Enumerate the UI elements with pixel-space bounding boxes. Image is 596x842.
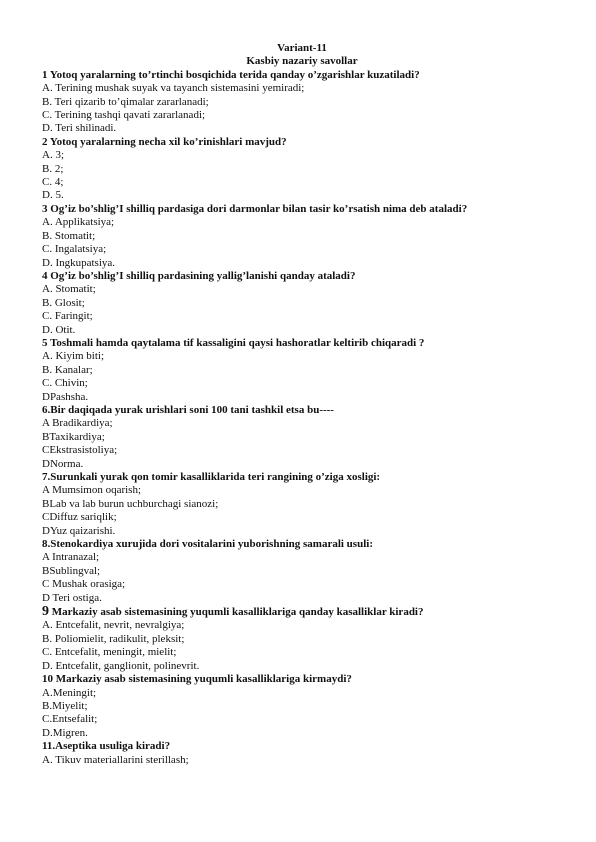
answer-option: C. 4; — [42, 176, 64, 189]
question-heading — [42, 203, 562, 216]
answer-option: D. Entcefalit, ganglionit, polinevrit. — [42, 659, 200, 672]
question-block — [42, 605, 562, 673]
question-heading — [42, 538, 562, 551]
answer-option: A. 3; — [42, 149, 64, 162]
answer-option: A.Meningit; — [42, 686, 97, 699]
question-heading — [42, 270, 562, 283]
question-text: Og’iz bo’shlig’I shilliq pardasiga dori darmonlar bilan tasir ko’rsatish nima deb ataladi? — [50, 202, 468, 215]
question-heading — [42, 337, 562, 350]
answer-option: D. 5. — [42, 189, 64, 202]
answer-option: C. Chivin; — [42, 377, 88, 390]
question-text: Toshmali hamda qaytalama tif kassaligini qaysi hashoratlar keltirib chiqaradi ? — [50, 336, 425, 349]
answer-option: DNorma. — [42, 457, 84, 470]
answer-option: C. Ingalatsiya; — [42, 243, 107, 256]
answer-option: D Teri ostiga. — [42, 591, 102, 604]
question-block — [42, 538, 562, 605]
answer-option: D. Teri shilinadi. — [42, 122, 117, 135]
answer-option: A. Entcefalit, nevrit, nevralgiya; — [42, 619, 185, 632]
question-text: Stenokardiya xurujida dori vositalarini yuborishning samarali usuli: — [50, 538, 373, 551]
answer-option: C. Entcefalit, meningit, mielit; — [42, 646, 177, 659]
question-block — [42, 404, 562, 471]
answer-option: BLab va lab burun uchburchagi sianozi; — [42, 497, 219, 510]
question-number: 6. — [42, 403, 51, 416]
answer-option: D. Otit. — [42, 323, 76, 336]
question-number: 8. — [42, 538, 51, 551]
question-block — [42, 270, 562, 337]
question-number: 9 — [42, 604, 49, 620]
answer-option: A. Kiyim biti; — [42, 350, 105, 363]
question-number: 4 — [42, 269, 48, 282]
answer-option: B. 2; — [42, 162, 64, 175]
answer-option: BSublingval; — [42, 564, 101, 577]
question-block — [42, 471, 562, 538]
answer-option: D.Migren. — [42, 726, 88, 739]
question-number: 3 — [42, 202, 48, 215]
question-number: 10 — [42, 673, 53, 686]
question-text: Yotoq yaralarning necha xil ko’rinishlari mavjud? — [49, 135, 287, 148]
answer-option: DPashsha. — [42, 390, 89, 403]
question-block — [42, 337, 562, 404]
question-number: 7. — [42, 471, 51, 483]
question-text: Surunkali yurak qon tomir kasalliklarida teri rangining o’ziga xosligi: — [50, 471, 381, 483]
answer-option: B. Stomatit; — [42, 229, 96, 242]
answer-option: D. Ingkupatsiya. — [42, 256, 116, 269]
question-text: Og’iz bo’shlig’I shilliq pardasining yallig’lanishi qanday ataladi? — [50, 269, 356, 282]
answer-option: C. Faringit; — [42, 310, 93, 323]
question-number: 2 — [42, 135, 48, 148]
answer-option: A Bradikardiya; — [42, 417, 113, 430]
answer-option: A. Applikatsiya; — [42, 216, 115, 229]
answer-option: B. Teri qizarib to’qimalar zararlanadi; — [42, 95, 209, 108]
answer-option: CEkstrasistoliya; — [42, 444, 118, 457]
answer-option: C. Terining tashqi qavati zararlanadi; — [42, 109, 206, 122]
answer-option: CDiffuz sariqlik; — [42, 511, 117, 524]
answer-option: DYuz qaizarishi. — [42, 524, 116, 537]
question-heading — [42, 69, 562, 82]
question-text: Markaziy asab sistemasining yuqumli kasalliklariga qanday kasalliklar kiradi? — [51, 606, 424, 619]
question-list — [42, 69, 562, 767]
question-heading — [42, 740, 562, 753]
answer-option: B. Poliomielit, radikulit, pleksit; — [42, 632, 185, 645]
answer-option: C Mushak orasiga; — [42, 578, 126, 591]
document-page — [42, 42, 562, 767]
answer-option: B. Glosit; — [42, 296, 85, 309]
question-block — [42, 740, 562, 767]
question-text: Aseptika usuliga kiradi? — [55, 740, 171, 753]
answer-option: A. Terining mushak suyak va tayanch sistemasini yemiradi; — [42, 82, 305, 95]
section-subtitle: Kasbiy nazariy savollar — [246, 55, 358, 68]
question-text: Markaziy asab sistemasining yuqumli kasalliklariga kirmaydi? — [55, 673, 352, 686]
answer-option: BTaxikardiya; — [42, 430, 105, 443]
question-number: 5 — [42, 336, 48, 349]
question-text: Yotoq yaralarning to’rtinchi bosqichida terida qanday o’zgarishlar kuzatiladi? — [49, 68, 420, 81]
answer-option: B.Miyelit; — [42, 699, 88, 712]
answer-option: A. Tikuv materiallarini sterillash; — [42, 753, 189, 766]
question-number: 11. — [42, 740, 56, 753]
question-block — [42, 673, 562, 740]
question-heading — [42, 404, 562, 417]
question-heading — [42, 605, 562, 619]
question-heading — [42, 136, 562, 149]
answer-option: A Intranazal; — [42, 551, 100, 564]
variant-title: Variant-11 — [277, 42, 327, 54]
question-block — [42, 69, 562, 136]
answer-option: A Mumsimon oqarish; — [42, 484, 142, 497]
answer-option: B. Kanalar; — [42, 363, 93, 376]
answer-option: C.Entsefalit; — [42, 713, 98, 726]
answer-option: A. Stomatit; — [42, 283, 96, 296]
question-heading — [42, 673, 562, 686]
question-block — [42, 136, 562, 203]
question-heading — [42, 471, 562, 484]
question-number: 1 — [42, 68, 48, 81]
question-text: Bir daqiqada yurak urishlari soni 100 tani tashkil etsa bu---- — [50, 403, 334, 416]
question-block — [42, 203, 562, 270]
